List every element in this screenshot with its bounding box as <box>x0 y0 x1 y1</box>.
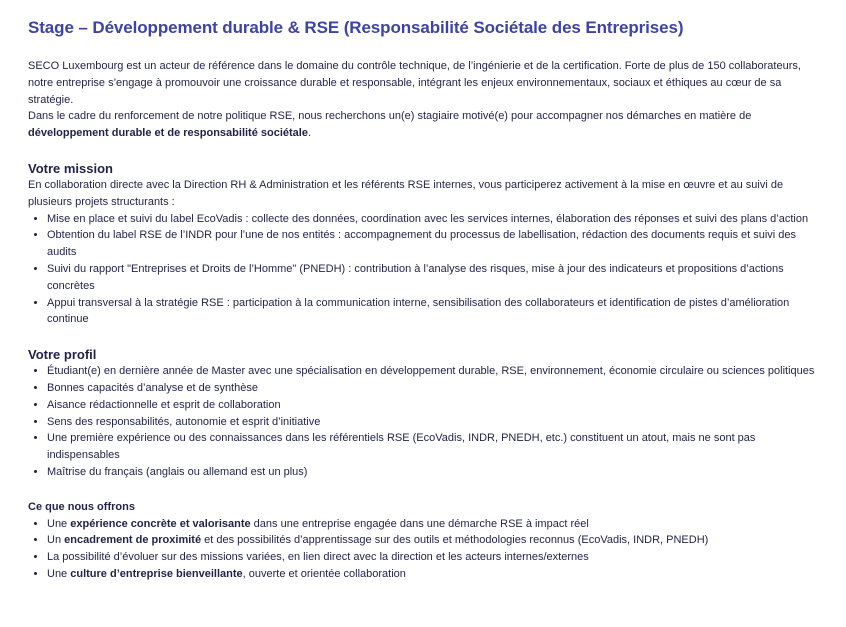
offre-item-text: Une <box>47 517 71 530</box>
offre-item-text: Une <box>47 567 71 580</box>
list-item: • Obtention du label RSE de l’INDR pour l’une de nos entités : accompagnement du processus de labellisation, rédaction des documents requis et suivi des audits <box>47 227 818 261</box>
offre-item-text: et des possibilités d’apprentissage sur des outils et méthodologies reconnus (EcoVadis, INDR, PNEDH) <box>201 534 709 547</box>
list-item: • Suivi du rapport "Entreprises et Droits de l’Homme" (PNEDH) : contribution à l’analyse des risques, mise à jour des indicateurs et propositions d’actions concrètes <box>47 261 818 295</box>
list-item: • La possibilité d’évoluer sur des missions variées, en lien direct avec la direction et les acteurs internes/externes <box>47 549 818 566</box>
list-item: • Maîtrise du français (anglais ou allemand est un plus) <box>47 464 818 481</box>
list-item: • Aisance rédactionnelle et esprit de collaboration <box>47 397 818 414</box>
offre-heading: Ce que nous offrons <box>28 500 135 513</box>
profil-section <box>28 346 818 481</box>
mission-text: En collaboration directe avec la Direction RH & Administration et les référents RSE internes, vous participerez activement à la mise en œuvre et au suivi de plusieurs projets structurants : <box>28 178 784 208</box>
intro-section <box>28 58 818 142</box>
list-item: • Étudiant(e) en dernière année de Master avec une spécialisation en développement durable, RSE, environnement, économie circulaire ou sciences politiques <box>47 363 818 380</box>
mission-heading: Votre mission <box>28 160 114 176</box>
list-item: • Une première expérience ou des connaissances dans les référentiels RSE (EcoVadis, INDR, PNEDH, etc.) constituent un atout, mais ne sont pas indispensables <box>47 430 818 464</box>
intro-paragraph-2 <box>28 108 818 142</box>
offre-item-bold: culture d’entreprise bienveillante <box>70 567 243 580</box>
offre-item-text: , ouverte et orientée collaboration <box>242 567 406 580</box>
offre-item-bold: expérience concrète et valorisante <box>70 517 251 530</box>
list-item <box>47 516 818 533</box>
offre-list <box>28 516 818 583</box>
offre-item-text: Un <box>47 534 65 547</box>
list-item: • Appui transversal à la stratégie RSE : participation à la communication interne, sensibilisation des collaborateurs et identification de pistes d’amélioration continue <box>47 295 818 329</box>
list-item: • Mise en place et suivi du label EcoVadis : collecte des données, coordination avec les services internes, élaboration des réponses et suivi des plans d’action <box>47 211 818 228</box>
mission-list <box>28 211 818 329</box>
page-title: Stage – Développement durable & RSE (Responsabilité Sociétale des Entreprises) <box>28 18 684 37</box>
intro-p2-bold: développement durable et de responsabilité sociétale <box>28 127 308 140</box>
list-item: • Sens des responsabilités, autonomie et esprit d’initiative <box>47 414 818 431</box>
offre-item-text: dans une entreprise engagée dans une démarche RSE à impact réel <box>250 517 589 530</box>
offre-item-bold: encadrement de proximité <box>64 534 202 547</box>
offre-section <box>28 499 818 583</box>
profil-list <box>28 363 818 481</box>
list-item: • Bonnes capacités d’analyse et de synthèse <box>47 380 818 397</box>
profil-heading: Votre profil <box>28 347 97 363</box>
mission-section <box>28 160 818 328</box>
list-item <box>47 532 818 549</box>
intro-p2-text: Dans le cadre du renforcement de notre politique RSE, nous recherchons un(e) stagiaire motivé(e) pour accompagner nos démarches en matière de <box>28 110 752 123</box>
list-item <box>47 566 818 583</box>
intro-p2-end: . <box>307 127 312 140</box>
intro-paragraph-1: SECO Luxembourg est un acteur de référence dans le domaine du contrôle technique, de l’ingénierie et de la certification. Forte de plus de 150 collaborateurs, notre entreprise s’engage à promouvoir une croissance durable et responsable, intégrant les enjeux environnementaux, sociaux et éthiques au cœur de sa stratégie. <box>28 60 801 106</box>
